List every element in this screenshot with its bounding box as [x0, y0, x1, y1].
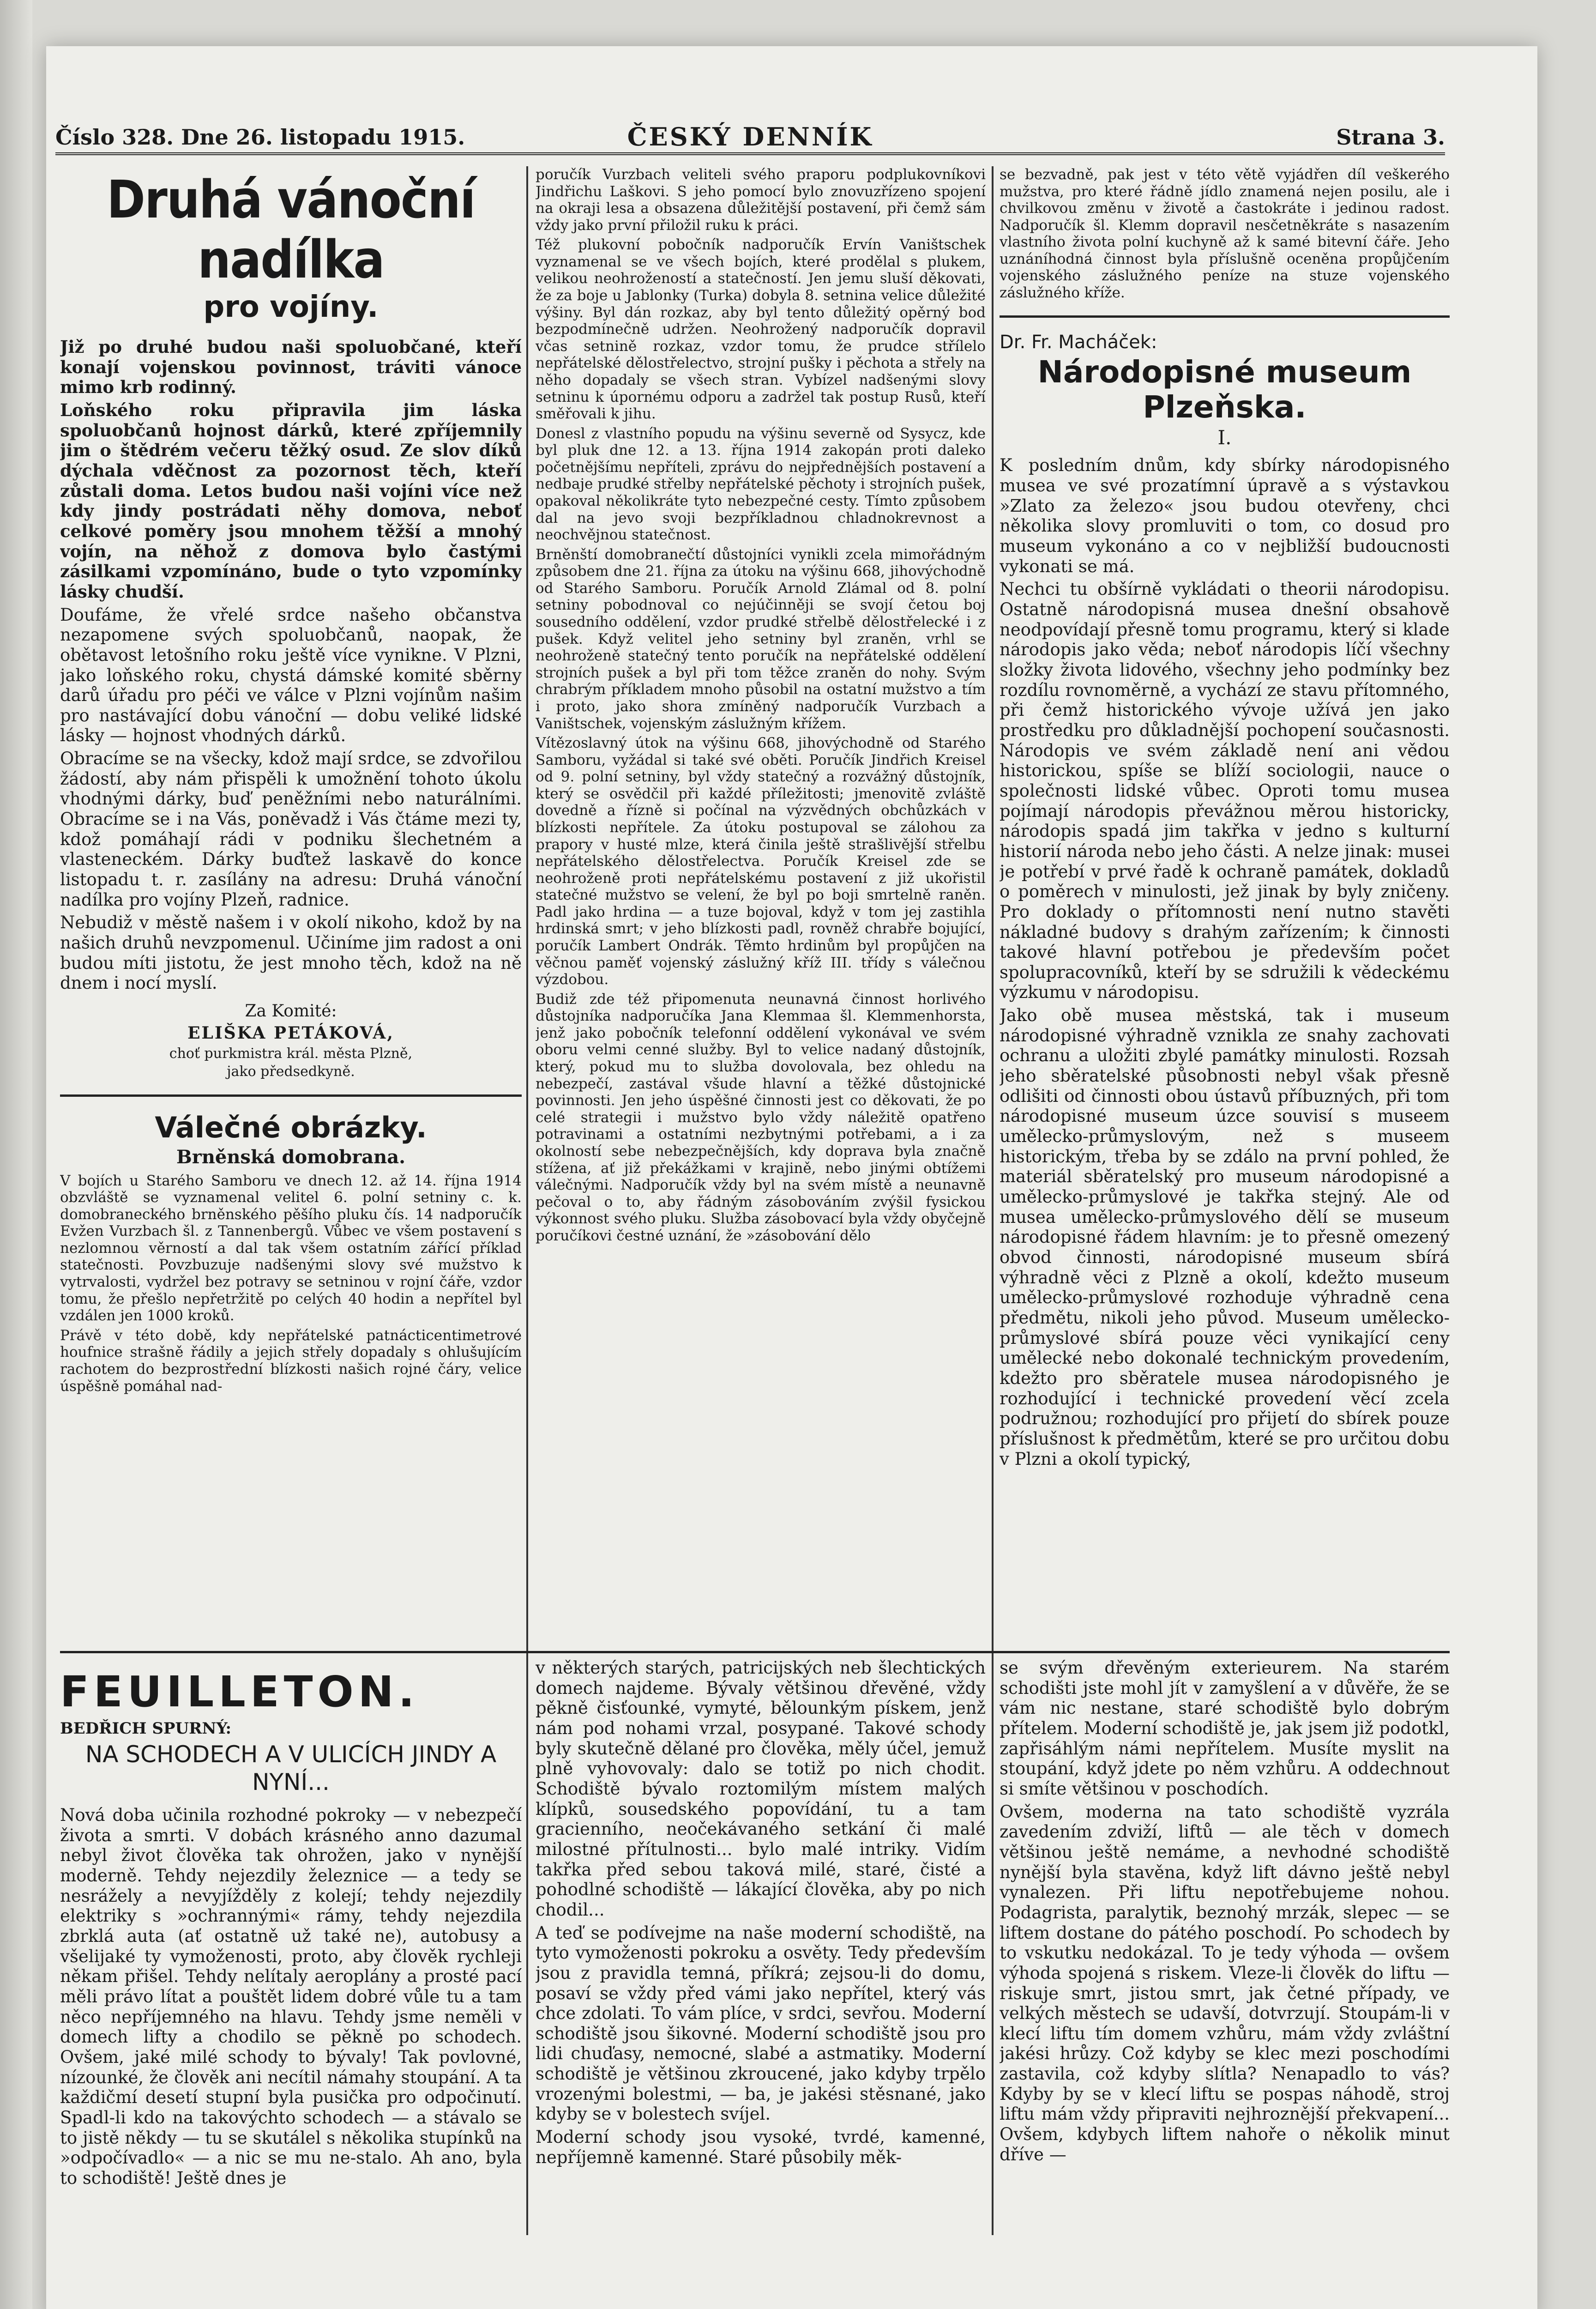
signature-role: jako předsedkyně.	[227, 1063, 355, 1080]
feuilleton-title: NA SCHODECH A V ULICÍCH JINDY A NYNÍ...	[85, 1741, 497, 1795]
column-3	[1000, 166, 1450, 1644]
feuilleton-author: BEDŘICH SPURNÝ:	[60, 1719, 232, 1738]
feuilleton-divider	[60, 1651, 1450, 1653]
paragraph: Nebudiž v městě našem i v okolí nikoho, kdož by na našich druhů nevzpomenul. Učiníme jim radost a oni budou míti jistotu, že jest mnoho těch, kdož na ně dnem i nocí myslí.	[60, 913, 522, 993]
signature-role: choť purkmistra král. města Plzně,	[169, 1045, 413, 1062]
feuilleton-column-2	[536, 1658, 986, 2267]
paragraph: Již po druhé budou naši spoluobčané, kteří konají vojenskou povinnost, tráviti vánoce mimo krb rodinný.	[60, 337, 522, 398]
war-article-continued	[536, 166, 986, 1244]
paragraph: Právě v této době, kdy nepřátelské patnácticentimetrové houfnice strašně řádily a jejich střely dopadaly s ohlušujícím rachotem do bezprostřední blízkosti našich rojné čáry, velice úspěšně pomáhal nad-	[60, 1327, 522, 1395]
paragraph: Brněnští domobranečtí důstojníci vynikli zcela mimořádným způsobem dne 21. října za útoku na výšinu 668, jihovýchodně od Starého Samboru. Poručík Arnold Zlámal od 8. polní setniny pobodnoval co nejúčinněji se svojí četou boj sousedního oddělení, vzdor prudké střelbě dělostřelecké i z pušek. Když velitel jeho setniny byl zraněn, vrhl se neohroženě statečný tento poručík na nepřátelské oddělení strojních pušek a byl při tom těžce zraněn do nohy. Svým chrabrým příkladem mnoho působil na ostatní mužstvo a tím i proto, jako shora zmíněný nadporučík Vurzbach a Vaništschek, vojenským záslužným křížem.	[536, 546, 986, 732]
section-divider	[60, 1094, 522, 1097]
paragraph: Loňského roku připravila jim láska spoluobčanů hojnost dárků, které zpříjemnily jim o štědrém večeru těžký osud. Ze slov díků dýchala vděčnost za pozornost těch, kteří zůstali doma. Letos budou naši vojíni více než kdy jindy postrádati něhy domova, neboť celkové poměry jsou mnohem těžší a mnohý vojín, na něhož z domova bylo častými zásilkami vzpomínáno, bude o tyto vzpomínky lásky chudší.	[60, 399, 522, 602]
section-divider	[1000, 315, 1450, 318]
issue-date: Číslo 328. Dne 26. listopadu 1915.	[55, 125, 465, 150]
article-byline: Dr. Fr. Macháček:	[1000, 331, 1157, 353]
war-article-body	[60, 1173, 522, 1395]
feuilleton-body-end	[1000, 1658, 1450, 2164]
article-title: Národopisné museum Plzeňska.	[1037, 354, 1412, 425]
column-2	[536, 166, 986, 1644]
feuilleton-heading: FEUILLETON.	[60, 1667, 419, 1717]
newspaper-title: ČESKÝ DENNÍK	[627, 122, 873, 151]
column-rule	[992, 166, 994, 2235]
paragraph: Vítězoslavný útok na výšinu 668, jihovýchodně od Starého Samboru, vyžádal si také své oběti. Poručík Jindřich Kreisel od 9. polní setniny, byl vždy statečný a rozvážný důstojník, který se osvědčil při každé příležitosti; jmenovitě zvláště dovedně a řízně si počínal na výzvědných obchůzkách v blízkosti nepřítele. Za útoku postupoval se zálohou za prapory v husté mlze, která činila ještě strašlivější střelbu nepřátelského dělostřelectva. Poručík Kreisel zde se neohroženě proti nepřátelskému postavení z již ukořistil statečné mužstvo se velení, že byl po boji smrtelně raněn. Padl jako hrdina — a tuze bojoval, když v tom jej zastihla hrdinská smrt; v jeho blízkosti padl, rovněž chrabře bojující, poručík Lambert Ondrák. Těmto hrdinům byl propůjčen na věčnou paměť vojenský záslužný kříž III. třídy s válečnou výzdobou.	[536, 735, 986, 988]
section-subtitle: Brněnská domobrana.	[176, 1146, 406, 1168]
paragraph: poručík Vurzbach veliteli svého praporu podplukovníkovi Jindřichu Laškovi. S jeho pomocí bylo znovuzřízeno spojení na okraji lesa a obsazena důležitější postavení, při čemž sám vždy jako první přiložil ruku k práci.	[536, 166, 986, 234]
page-edge	[0, 0, 32, 2309]
page-header	[55, 120, 1445, 155]
paragraph: Nová doba učinila rozhodné pokroky — v nebezpečí života a smrti. V dobách krásného anno dazumal nebyl život člověka tak ohrožen, jako v nynější moderně. Tehdy nejezdily železnice — a tedy se nesrážely a nevyjížděly z kolejí; tehdy nejezdily elektriky s »ochrannými« rámy, tehdy nejezdila zbrklá auta (ať ostatně už také ne), autobusy a všelijaké ty vymoženosti, proto, aby člověk rychleji někam přišel. Tehdy nelítaly aeroplány a prosté pací měli právo lítat a pouštět lidem dobré vůle tu a tam něco nepříjemného na hlavu. Tehdy jsme neměli v domech lifty a chodilo se pěkně po schodech. Ovšem, jaké milé schody to bývaly! Tak povlovné, nízounké, že člověk ani necítil námahy stoupání. A ta každičmí desetí stupní byla pusička pro odpočinutí. Spadl-li kdo na takovýchto schodech — a stávalo se to jistě někdy — tu se skutálel s několika stupínků na »odpočívadlo« — a nic se mu ne-stalo. Ah ano, byla to schodiště! Ještě dnes je	[60, 1805, 522, 2188]
paragraph: v některých starých, patricijských neb šlechtických domech najdeme. Bývaly většinou dřevěné, vždy pěkně čisťounké, vymyté, bělounkým pískem, jenž nám pod nohami vrzal, posypané. Takové schody byly skutečně dělané pro člověka, měly účel, jemuž plně vyhovovaly: dalo se totiž po nich chodit. Schodiště bývalo roztomilým místem malých klípků, sousedského popovídání, tu a tam gracienního, neočekávaného setkání či malé milostné přítulnosti... bylo malé intriky. Vidím takřka před sebou taková milé, staré, čisté a pohodlné schodiště — lákající člověka, aby po nich chodil...	[536, 1658, 986, 1920]
feuilleton-body	[60, 1805, 522, 2188]
page-number: Strana 3.	[1336, 125, 1445, 150]
paragraph: Donesl z vlastního popudu na výšinu severně od Sysycz, kde byl pluk dne 12. a 13. října 1914 zakopán proti daleko početnějšímu nepříteli, zprávu do nejpřednějších postavení a nedbaje prudké střelby nepřátelské pěchoty i strojních pušek, opakoval několikráte tyto nebezpečné cesty. Tímto způsobem dal na jevo svoji bezpříkladnou chladnokrevnost a neochvějnou statečnost.	[536, 425, 986, 544]
paragraph: Jako obě musea městská, tak i museum národopisné výhradně vznikla ze snahy zachovati ochranu a uložiti zbylé památky minulosti. Rozsah jeho sběratelské působnosti nebyl však přesně odlišiti od činnosti obou ústavů příbuzných, při tom národopisné museum úzce souvisí s museem umělecko-průmyslovým, než s museem historickým, třeba by se zdálo na první pohled, že materiál sběratelský pro museum národopisné a umělecko-průmyslové je takřka stejný. Ale od musea umělecko-průmyslového dělí se museum národopisné řádem hlavním: je to přesně omezený obvod činnosti, národopisné museum sbírá výhradně věci z Plzně a okolí, kdežto museum umělecko-průmyslové rozhoduje výhradně cena předmětu, nikoli jeho původ. Museum umělecko-průmyslové sbírá pouze věci vynikající ceny umělecké nebo dokonalé technickým provedením, kdežto pro sběratele musea národopisného je rozhodující i technické provedení věcí zcela podružnou; rozhodující pro přijetí do sbírek pouze příslušnost k předmětům, které se pro určitou dobu v Plzni a okolí typický,	[1000, 1005, 1450, 1469]
column-1	[60, 166, 522, 1644]
paragraph: V bojích u Starého Samboru ve dnech 12. až 14. října 1914 obzvláště se vyznamenal velitel 6. polní setniny c. k. domobraneckého brněnského pěšího pluku čís. 14 nadporučík Evžen Vurzbach šl. z Tannenbergů. Vůbec ve všem postavení s nezlomnou věrností a dal tak všem ostatním zářící příklad statečnosti. Povzbuzuje nadšenými slovy své mužstvo k vytrvalosti, vydržel bez potravy se setninou v rojní čáře, vzdor tomu, že přešlo nepřetržitě po celých 40 hodin a nepřítel byl vzdálen jen 1000 kroků.	[60, 1172, 522, 1324]
paragraph: Ovšem, moderna na tato schodiště vyzrála zavedením zdviží, liftů — ale těch v domech většinou ještě nemáme, a nevhodné schodiště nynější byla stavěna, když lift dávno ještě nebyl vynalezen. Při liftu nepotřebujeme nohou. Podagrista, paralytik, beznohý mrzák, slepec — se liftem dostane do pátého poschodí. Po schodech by to vskutku nedokázal. To je tedy výhoda — ovšem výhoda spojená s riskem. Vleze-li člověk do liftu — riskuje smrt, jistou smrt, jak četné případy, ve velkých městech se udavší, dotvrzují. Stoupám-li v klecí liftu tím domem vzhůru, mám vždy zvláštní jakési hrůzy. Což kdyby se klec mezi poschodími zastavila, což kdyby slítla? Nenapadlo to vás? Kdyby by se v klecí liftu se pospas náhodě, stroj liftu mám vždy připraviti nejhroznější překvapení... Ovšem, kdybych liftem nahoře o několik minut dříve —	[1000, 1801, 1450, 2164]
feuilleton-column-3	[1000, 1658, 1450, 2267]
paragraph: Nechci tu obšírně vykládati o theorii národopisu. Ostatně národopisná musea dnešní obsahově neodpovídají přesně tomu programu, který si klade národopis jako věda; neboť národopis líčí všechny složky života lidového, všechny jeho podmínky bez rozdílu rovnoměrně, a vychází ze stavu přítomného, při čemž historického vývoje užívá jen jako prostředku pro důkladnější pochopení současnosti. Národopis ve svém základě není ani vědou historickou, spíše se blíží sociologii, nauce o společnosti lidské vůbec. Oproti tomu musea pojímají národopis převážnou měrou historicky, národopis spadá jim takřka v jedno s kulturní historií národa nebo jeho části. A nelze jinak: musei je potřebí v prvé řadě k ochraně památek, dokladů o poměrech v minulosti, jež jinak by byly zničeny. Pro doklady o přítomnosti není nutno stavěti nákladné budovy s drahým zařízením; k činnosti takové hlavní potřebou je především počet spolupracovníků, kteří by se sdružili k vědeckému výzkumu v národopisu.	[1000, 579, 1450, 1003]
signature-name: ELIŠKA PETÁKOVÁ,	[187, 1023, 394, 1043]
article-headline: Druhá vánoční nadílka	[107, 170, 475, 290]
feuilleton-column-1	[60, 1658, 522, 2267]
paragraph: se svým dřevěným exterieurem. Na starém schodišti jste mohl jít v zamyšlení a v důvěře, že se vám nic nestane, staré schodiště bylo dobrým přítelem. Moderní schodiště je, jak jsem již podotkl, zapřisáhlým námi nepřítelem. Musíte myslit na stoupání, když jdete po něm vzhůru. A oddechnout si smíte většinou v poschodích.	[1000, 1658, 1450, 1799]
signature-line: Za Komité:	[245, 1002, 337, 1021]
paragraph: Obracíme se na všecky, kdož mají srdce, se zdvořilou žádostí, aby nám přispěli k umožnění tohoto úkolu vhodnými dárky, buď peněžními nebo naturálními. Obracíme se i na Vás, poněvadž i Vás čtáme mezi ty, kdož pomáhají rádi v podniku šlechetném a vlasteneckém. Dárky buďtež laskavě do konce listopadu t. r. zasílány na adresu: Druhá vánoční nadílka pro vojíny Plzeň, radnice.	[60, 749, 522, 910]
section-title: Válečné obrázky.	[155, 1110, 427, 1144]
article-subhead: pro vojíny.	[203, 290, 379, 324]
feuilleton-body-continued	[536, 1658, 986, 2167]
paragraph: Též plukovní pobočník nadporučík Ervín Vaništschek vyznamenal se ve všech bojích, které prodělal s plukem, velikou neohrožeností a statečností. Jen jemu sluší děkovati, že za boje u Jablonky (Turka) dobyla 8. setnina velice důležité výšiny. Byl dán rozkaz, aby byl tento důležitý opěrný bod bezpodmínečně udržen. Neohrožený nadporučík dopravil včas setnině rozkaz, vzdor tomu, že prudce střílelo nepřátelské dělostřelectvo, strojní pušky i pěchota a střely na něho dopadaly se všech stran. Vybízel nadšenými slovy setninu k úpornému odporu a zadržel tak postup Rusů, kteří směřovali k jihu.	[536, 236, 986, 423]
paragraph: A teď se podívejme na naše moderní schodiště, na tyto vymoženosti pokroku a osvěty. Tedy především jsou z pravidla temná, příkrá; zejsou-li do domu, posaví se vždy před vámi jako nepřítel, který vás chce zdolati. To vám plíce, v srdci, sevřou. Moderní schodiště jsou šikovné. Moderní schodiště jsou pro lidi chuďasy, nemocné, slabé a astmatiky. Moderní schodiště je většinou zkroucené, jako kdyby trpělo vrozenými bolestmi, — ba, je jakési stěsnané, jako kdyby se v bolestech svíjel.	[536, 1922, 986, 2124]
war-article-end	[1000, 166, 1450, 302]
paragraph: Doufáme, že vřelé srdce našeho občanstva nezapomene svých spoluobčanů, naopak, že obětavost letošního roku ještě více vynikne. V Plzni, jako loňského roku, chystá dámské komité sběrny darů úřadu pro péči ve válce v Plzni vojínům našim pro nastávající dobu vánoční — dobu veliké lidské lásky — hojnost vhodných dárků.	[60, 604, 522, 746]
museum-article-body	[1000, 455, 1450, 1469]
paragraph: Budiž zde též připomenuta neunavná činnost horlivého důstojníka nadporučíka Jana Klemmaa šl. Klemmenhorsta, jenž jako pobočník telefonní oddělení vykonával ve svém oboru velmi cenné služby. Byl to velice nadaný důstojník, který, pokud mu to služba dovolovala, bez ohledu na nebezpečí, zastával všude hlavní a těžké důstojnické povinnosti. Jen jeho úspěšné činnosti jest co děkovati, že po celé strategii i mužstvo bylo vždy náležitě opatřeno potravinami a ostatními nezbytnými potřebami, a i za okolností sebe nebezpečnějších, kdy doprava byla značně stížena, ať již překážkami v krajině, nebo jinými obtížemi válečnými. Nadporučík vždy byl na svém místě a neunavně pečoval o to, aby řádným zásobováním zvýšil fysickou výkonnost svého pluku. Služba zásobovací byla vždy obyčejně poručíkovi čestné uznání, že »zásobování dělo	[536, 991, 986, 1244]
paragraph: Moderní schody jsou vysoké, tvrdé, kamenné, nepříjemně kamenné. Staré působily měk-	[536, 2127, 986, 2167]
signature-block	[60, 1001, 522, 1081]
paragraph: se bezvadně, pak jest v této větě vyjádřen díl veškerého mužstva, pro které řádně jídlo znamená nejen posilu, ale i chvilkovou změnu v životě a častokráte i jedinou radost. Nadporučík šl. Klemm dopravil nesčetněkráte s nasazením vlastního života polní kuchyně až k samé bitevní čáře. Jeho uznáníhodná činnost byla příslušně oceněna propůjčením vojenského záslužného peníze na stuze vojenského záslužného kříže.	[1000, 166, 1450, 302]
part-number: I.	[1217, 426, 1232, 449]
article-body	[60, 337, 522, 993]
column-rule	[526, 166, 528, 2235]
paragraph: K posledním dnům, kdy sbírky národopisného musea ve své prozatímní úpravě a s výstavkou »Zlato za železo« jsou budou otevřeny, chci několika slovy promluviti o tom, co dosud pro museum vykonáno a co v nejbližší budoucnosti vykonati se má.	[1000, 455, 1450, 576]
